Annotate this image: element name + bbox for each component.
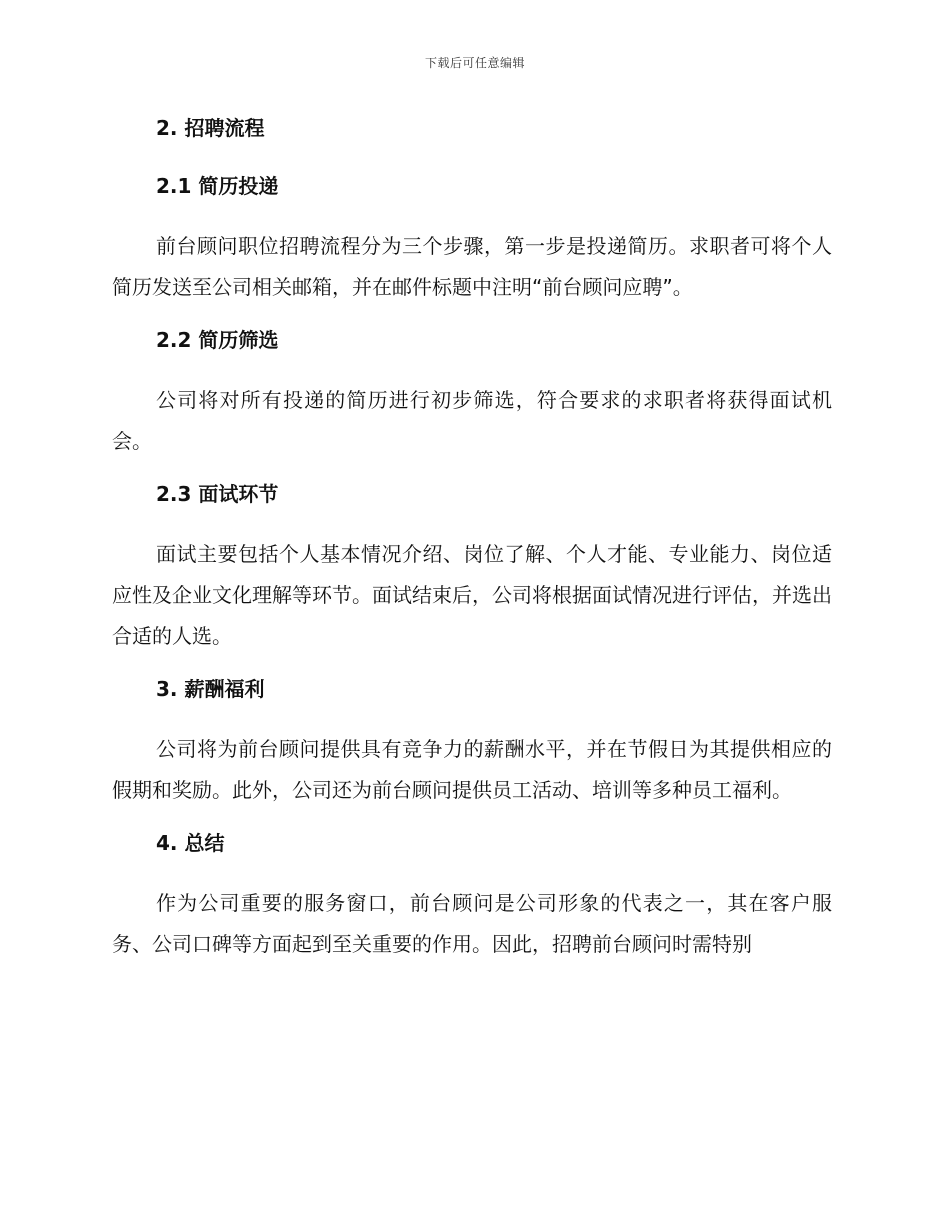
document-body [112, 110, 832, 965]
paragraph-resume-submission: 前台顾问职位招聘流程分为三个步骤，第一步是投递简历。求职者可将个人简历发送至公司相关邮箱，并在邮件标题中注明“前台顾问应聘”。 [112, 234, 832, 299]
section-heading-summary: 4. 总结 [156, 831, 225, 855]
section-heading-recruitment-process: 2. 招聘流程 [156, 116, 265, 140]
section-heading-interview: 2.3 面试环节 [156, 482, 279, 506]
paragraph-compensation: 公司将为前台顾问提供具有竞争力的薪酬水平，并在节假日为其提供相应的假期和奖励。此外，公司还为前台顾问提供员工活动、培训等多种员工福利。 [112, 737, 832, 802]
paragraph-summary: 作为公司重要的服务窗口，前台顾问是公司形象的代表之一，其在客户服务、公司口碑等方面起到至关重要的作用。因此，招聘前台顾问时需特别 [112, 891, 832, 956]
paragraph-resume-screening: 公司将对所有投递的简历进行初步筛选，符合要求的求职者将获得面试机会。 [112, 388, 832, 453]
paragraph-interview: 面试主要包括个人基本情况介绍、岗位了解、个人才能、专业能力、岗位适应性及企业文化理解等环节。面试结束后，公司将根据面试情况进行评估，并选出合适的人选。 [112, 542, 832, 648]
section-heading-resume-submission: 2.1 简历投递 [156, 174, 279, 198]
section-heading-compensation: 3. 薪酬福利 [156, 677, 265, 701]
header-note: 下载后可任意编辑 [424, 56, 525, 70]
section-heading-resume-screening: 2.2 简历筛选 [156, 328, 279, 352]
